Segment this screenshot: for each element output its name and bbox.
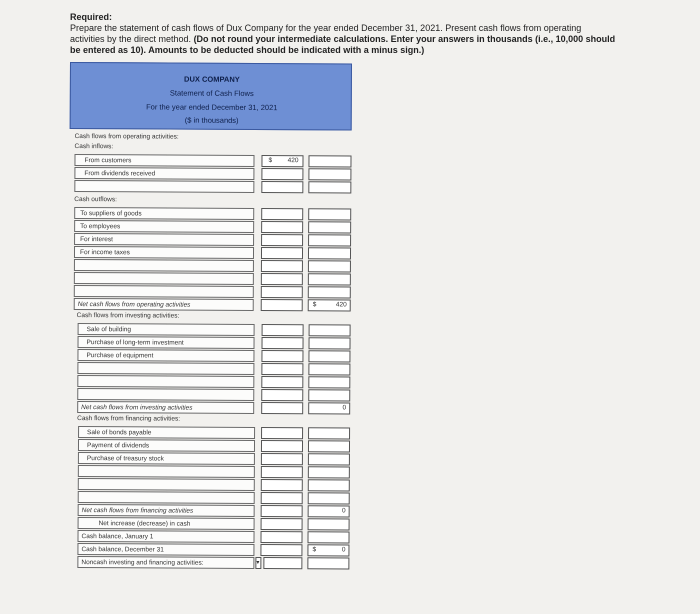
amount-input[interactable] bbox=[261, 466, 303, 478]
company-name: DUX COMPANY bbox=[184, 74, 240, 84]
instructions-line2: activities by the direct method. (Do not round your intermediate calculations. Enter your answers in thousands (i.e., 10,000 should bbox=[70, 34, 616, 44]
required-heading: Required: bbox=[70, 12, 113, 22]
amount-input[interactable] bbox=[261, 286, 303, 298]
amount-input[interactable] bbox=[261, 518, 303, 530]
row-label-box[interactable] bbox=[74, 154, 254, 167]
net-investing-label: Net cash flows from investing activities bbox=[81, 404, 193, 412]
blank-row[interactable] bbox=[74, 272, 254, 285]
statement-header bbox=[70, 62, 352, 130]
row-label-box[interactable] bbox=[78, 504, 255, 517]
row-label-box[interactable] bbox=[74, 207, 254, 220]
amount-input[interactable] bbox=[261, 376, 303, 388]
amount-input[interactable] bbox=[261, 492, 303, 504]
total-input[interactable] bbox=[308, 221, 351, 233]
total-input[interactable] bbox=[307, 557, 349, 569]
amount-input[interactable] bbox=[261, 299, 303, 311]
total-input[interactable] bbox=[308, 273, 351, 285]
blank-row[interactable] bbox=[77, 362, 254, 375]
amount-input[interactable] bbox=[261, 247, 303, 259]
amount-input[interactable] bbox=[261, 479, 303, 491]
amount-input[interactable] bbox=[261, 168, 303, 180]
net-increase-label: Net increase (decrease) in cash bbox=[98, 520, 191, 528]
cash-outflows-label: Cash outflows: bbox=[74, 196, 117, 204]
total-input[interactable] bbox=[308, 168, 351, 180]
purchase-equipment-label: Purchase of equipment bbox=[86, 352, 154, 360]
from-customers-input[interactable]: $ 420 bbox=[261, 155, 303, 167]
from-customers-label: From customers bbox=[84, 157, 132, 165]
amount-input[interactable] bbox=[261, 402, 303, 414]
total-input[interactable] bbox=[308, 155, 351, 167]
instructions-line1: Prepare the statement of cash flows of Dux Company for the year ended December 31, 2021. Present cash flows from operating bbox=[70, 23, 582, 33]
total-input[interactable] bbox=[308, 466, 350, 478]
total-input[interactable] bbox=[308, 479, 350, 491]
total-input[interactable] bbox=[308, 247, 351, 259]
for-income-taxes-label: For income taxes bbox=[79, 249, 130, 257]
statement-units: ($ in thousands) bbox=[184, 115, 239, 125]
amount-input[interactable] bbox=[261, 221, 303, 233]
blank-row[interactable] bbox=[77, 388, 254, 401]
net-operating-label: Net cash flows from operating activities bbox=[77, 301, 191, 309]
statement-period: For the year ended December 31, 2021 bbox=[146, 102, 278, 113]
for-interest-label: For interest bbox=[80, 236, 113, 244]
row-label-box[interactable] bbox=[77, 401, 254, 414]
total-input[interactable] bbox=[308, 208, 351, 220]
amount-input[interactable] bbox=[261, 208, 303, 220]
from-dividends-label: From dividends received bbox=[84, 170, 156, 178]
noncash-label: Noncash investing and financing activities: bbox=[81, 559, 204, 567]
amount-input[interactable] bbox=[260, 531, 302, 543]
total-input[interactable] bbox=[308, 350, 350, 362]
operating-header: Cash flows from operating activities: bbox=[74, 133, 179, 141]
row-label-box[interactable] bbox=[74, 233, 254, 246]
statement-title: Statement of Cash Flows bbox=[169, 88, 254, 98]
amount-input[interactable] bbox=[261, 273, 303, 285]
amount-input[interactable] bbox=[261, 234, 303, 246]
noncash-dropdown[interactable] bbox=[255, 557, 261, 569]
amount-input[interactable] bbox=[261, 427, 303, 439]
cash-dec31-label: Cash balance, December 31 bbox=[81, 546, 164, 554]
instructions-line3: be entered as 10). Amounts to be deducted should be indicated with a minus sign.) bbox=[70, 45, 425, 55]
blank-row[interactable] bbox=[78, 478, 255, 491]
row-label-box[interactable] bbox=[74, 220, 254, 233]
cash-flow-statement bbox=[67, 62, 352, 593]
row-label-box[interactable] bbox=[74, 246, 254, 259]
cash-inflows-label: Cash inflows: bbox=[74, 143, 114, 151]
amount-input[interactable] bbox=[263, 557, 302, 569]
row-label-box[interactable] bbox=[74, 167, 254, 180]
sale-bonds-label: Sale of bonds payable bbox=[87, 429, 152, 437]
amount-input[interactable] bbox=[260, 544, 302, 556]
total-input[interactable] bbox=[308, 363, 350, 375]
net-financing-label: Net cash flows from financing activities bbox=[81, 507, 194, 515]
purchase-lt-investment-label: Purchase of long-term investment bbox=[86, 339, 184, 347]
instructions bbox=[70, 12, 670, 56]
blank-row[interactable] bbox=[77, 375, 254, 388]
amount-input[interactable] bbox=[261, 260, 303, 272]
amount-input[interactable] bbox=[262, 324, 304, 336]
to-employees-label: To employees bbox=[80, 223, 121, 231]
amount-input[interactable] bbox=[261, 389, 303, 401]
blank-row[interactable] bbox=[78, 491, 255, 504]
chevron-down-icon: ▾ bbox=[256, 559, 260, 566]
total-input[interactable] bbox=[308, 453, 350, 465]
to-suppliers-label: To suppliers of goods bbox=[80, 210, 142, 218]
net-increase-total[interactable] bbox=[308, 518, 350, 530]
blank-row[interactable] bbox=[74, 259, 254, 272]
cash-jan1-total[interactable] bbox=[307, 531, 349, 543]
amount-input[interactable] bbox=[261, 181, 303, 193]
sale-building-label: Sale of building bbox=[86, 326, 132, 334]
blank-row[interactable] bbox=[74, 180, 254, 193]
row-label-box[interactable] bbox=[78, 517, 255, 530]
total-input[interactable] bbox=[308, 337, 350, 349]
investing-header: Cash flows from investing activities: bbox=[76, 312, 180, 320]
amount-input[interactable] bbox=[261, 505, 303, 517]
financing-header: Cash flows from financing activities: bbox=[77, 415, 181, 423]
amount-input[interactable] bbox=[261, 453, 303, 465]
total-input[interactable] bbox=[308, 286, 351, 298]
row-label-box[interactable] bbox=[77, 349, 254, 362]
amount-input[interactable] bbox=[261, 337, 303, 349]
total-input[interactable] bbox=[308, 234, 351, 246]
row-label-box[interactable] bbox=[78, 439, 255, 452]
row-label-box[interactable] bbox=[78, 452, 255, 465]
total-input[interactable] bbox=[308, 492, 350, 504]
total-input[interactable] bbox=[308, 427, 350, 439]
net-operating-total[interactable]: $ 420 bbox=[308, 299, 351, 311]
purchase-treasury-label: Purchase of treasury stock bbox=[86, 455, 164, 463]
total-input[interactable] bbox=[308, 376, 350, 388]
blank-row[interactable] bbox=[78, 465, 255, 478]
row-label-box[interactable] bbox=[78, 426, 255, 439]
row-label-box[interactable] bbox=[77, 556, 254, 569]
row-label-box[interactable] bbox=[78, 336, 255, 349]
row-label-box[interactable] bbox=[74, 298, 254, 311]
total-input[interactable] bbox=[308, 260, 351, 272]
amount-input[interactable] bbox=[261, 363, 303, 375]
net-investing-total[interactable]: 0 bbox=[308, 402, 350, 414]
amount-input[interactable] bbox=[261, 350, 303, 362]
total-input[interactable] bbox=[308, 440, 350, 452]
cash-dec31-total[interactable]: $ 0 bbox=[307, 544, 349, 556]
net-financing-total[interactable]: 0 bbox=[308, 505, 350, 517]
row-label-box[interactable] bbox=[77, 543, 254, 556]
cash-jan1-label: Cash balance, January 1 bbox=[81, 533, 154, 541]
payment-dividends-label: Payment of dividends bbox=[86, 442, 150, 450]
total-input[interactable] bbox=[308, 181, 351, 193]
row-label-box[interactable] bbox=[77, 530, 254, 543]
row-label-box[interactable] bbox=[78, 323, 255, 336]
total-input[interactable] bbox=[308, 389, 350, 401]
amount-input[interactable] bbox=[261, 440, 303, 452]
blank-row[interactable] bbox=[74, 285, 254, 298]
total-input[interactable] bbox=[309, 324, 351, 336]
